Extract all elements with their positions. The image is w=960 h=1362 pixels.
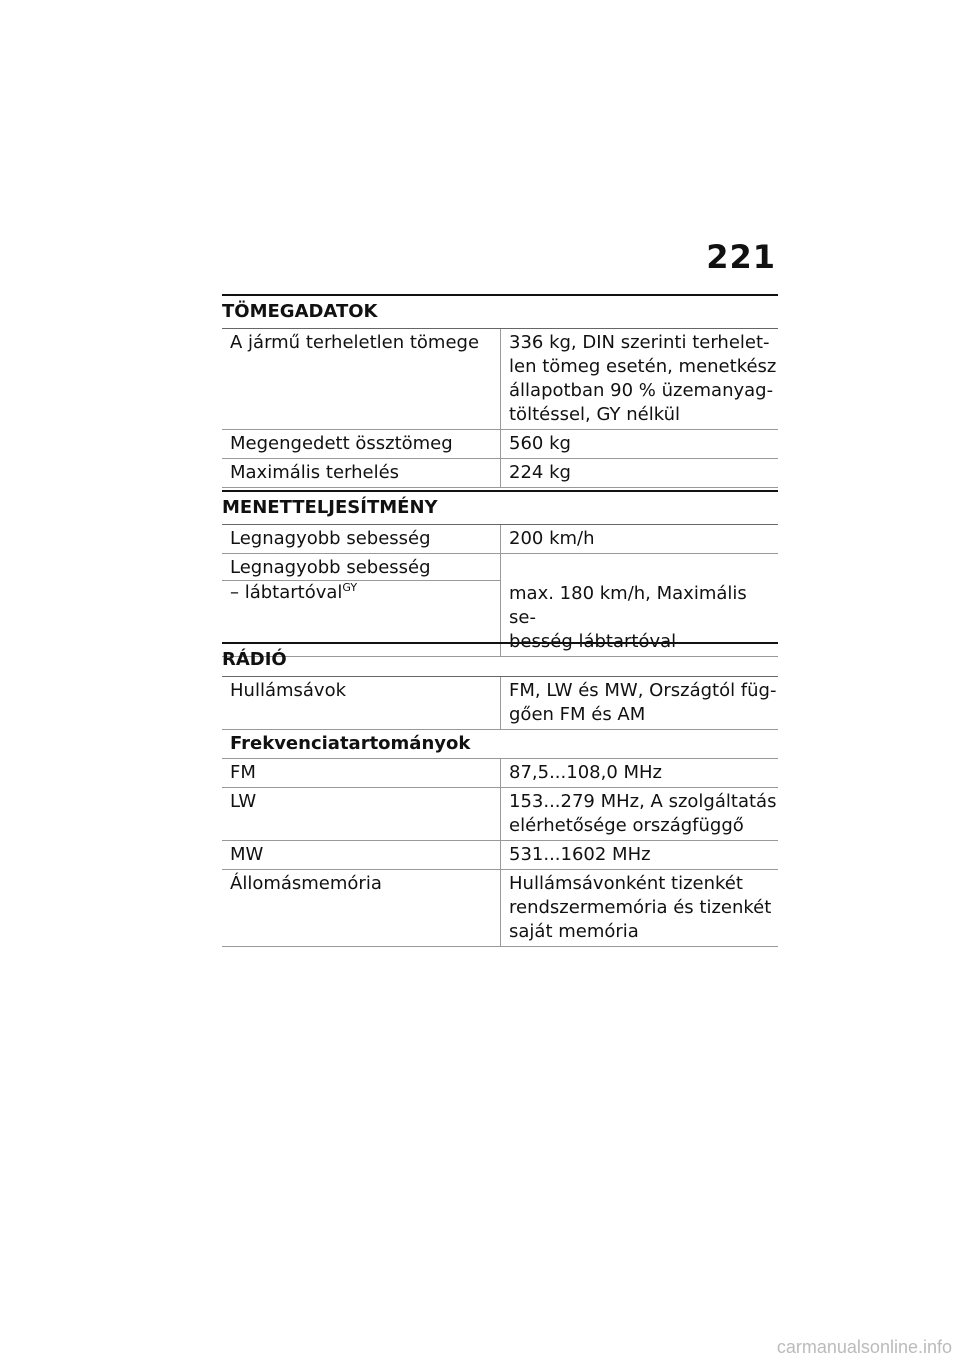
row-label: FM — [230, 762, 256, 783]
row-label: Legnagyobb sebesség — [230, 528, 431, 549]
row-value: max. 180 km/h, Maximális se- besség lábtartóval — [500, 554, 778, 656]
table-row — [222, 329, 778, 430]
row-value: 531...1602 MHz — [500, 841, 778, 869]
row-value: 336 kg, DIN szerinti terhelet- len tömeg esetén, menetkész állapotban 90 % üzemanyag- töltéssel, GY nélkül — [500, 329, 778, 429]
row-value: 200 km/h — [500, 525, 778, 553]
row-label: Maximális terhelés — [230, 462, 400, 483]
subheading: Frekvenciatartományok — [230, 733, 471, 754]
table-row — [222, 841, 778, 870]
table-row — [222, 788, 778, 841]
section-performance — [222, 490, 778, 657]
table-row — [222, 870, 778, 947]
watermark: carmanualsonline.info — [776, 1337, 952, 1357]
row-value: FM, LW és MW, Országtól füg- gően FM és AM — [500, 677, 778, 729]
section-title: TÖMEGADATOK — [222, 296, 778, 329]
row-label — [222, 554, 500, 656]
page-number: 221 — [706, 238, 776, 276]
row-value: 87,5...108,0 MHz — [500, 759, 778, 787]
row-label: A jármű terheletlen tömege — [230, 332, 480, 353]
row-value: 153...279 MHz, A szolgáltatás elérhetősége országfüggő — [500, 788, 778, 840]
row-value: Hullámsávonként tizenkét rendszermemória és tizenkét saját memória — [500, 870, 778, 946]
table-row — [222, 759, 778, 788]
table-subheading-row — [222, 730, 778, 759]
row-value: 560 kg — [500, 430, 778, 458]
section-radio — [222, 642, 778, 947]
section-title: RÁDIÓ — [222, 644, 778, 677]
section-mass-data — [222, 294, 778, 488]
table-row — [222, 677, 778, 730]
row-label: Megengedett össztömeg — [230, 433, 453, 454]
footnote-marker: GY — [342, 581, 358, 594]
row-label: Hullámsávok — [230, 680, 347, 701]
row-label: MW — [230, 844, 264, 865]
table-row — [222, 430, 778, 459]
section-title: MENETTELJESÍTMÉNY — [222, 492, 778, 525]
row-label: Állomásmemória — [230, 873, 382, 894]
row-label: LW — [230, 791, 257, 812]
table-row — [222, 459, 778, 488]
row-label-line2: – lábtartóval — [230, 582, 343, 603]
table-row — [222, 525, 778, 554]
row-value: 224 kg — [500, 459, 778, 487]
row-label-line1: Legnagyobb sebesség — [230, 557, 431, 578]
